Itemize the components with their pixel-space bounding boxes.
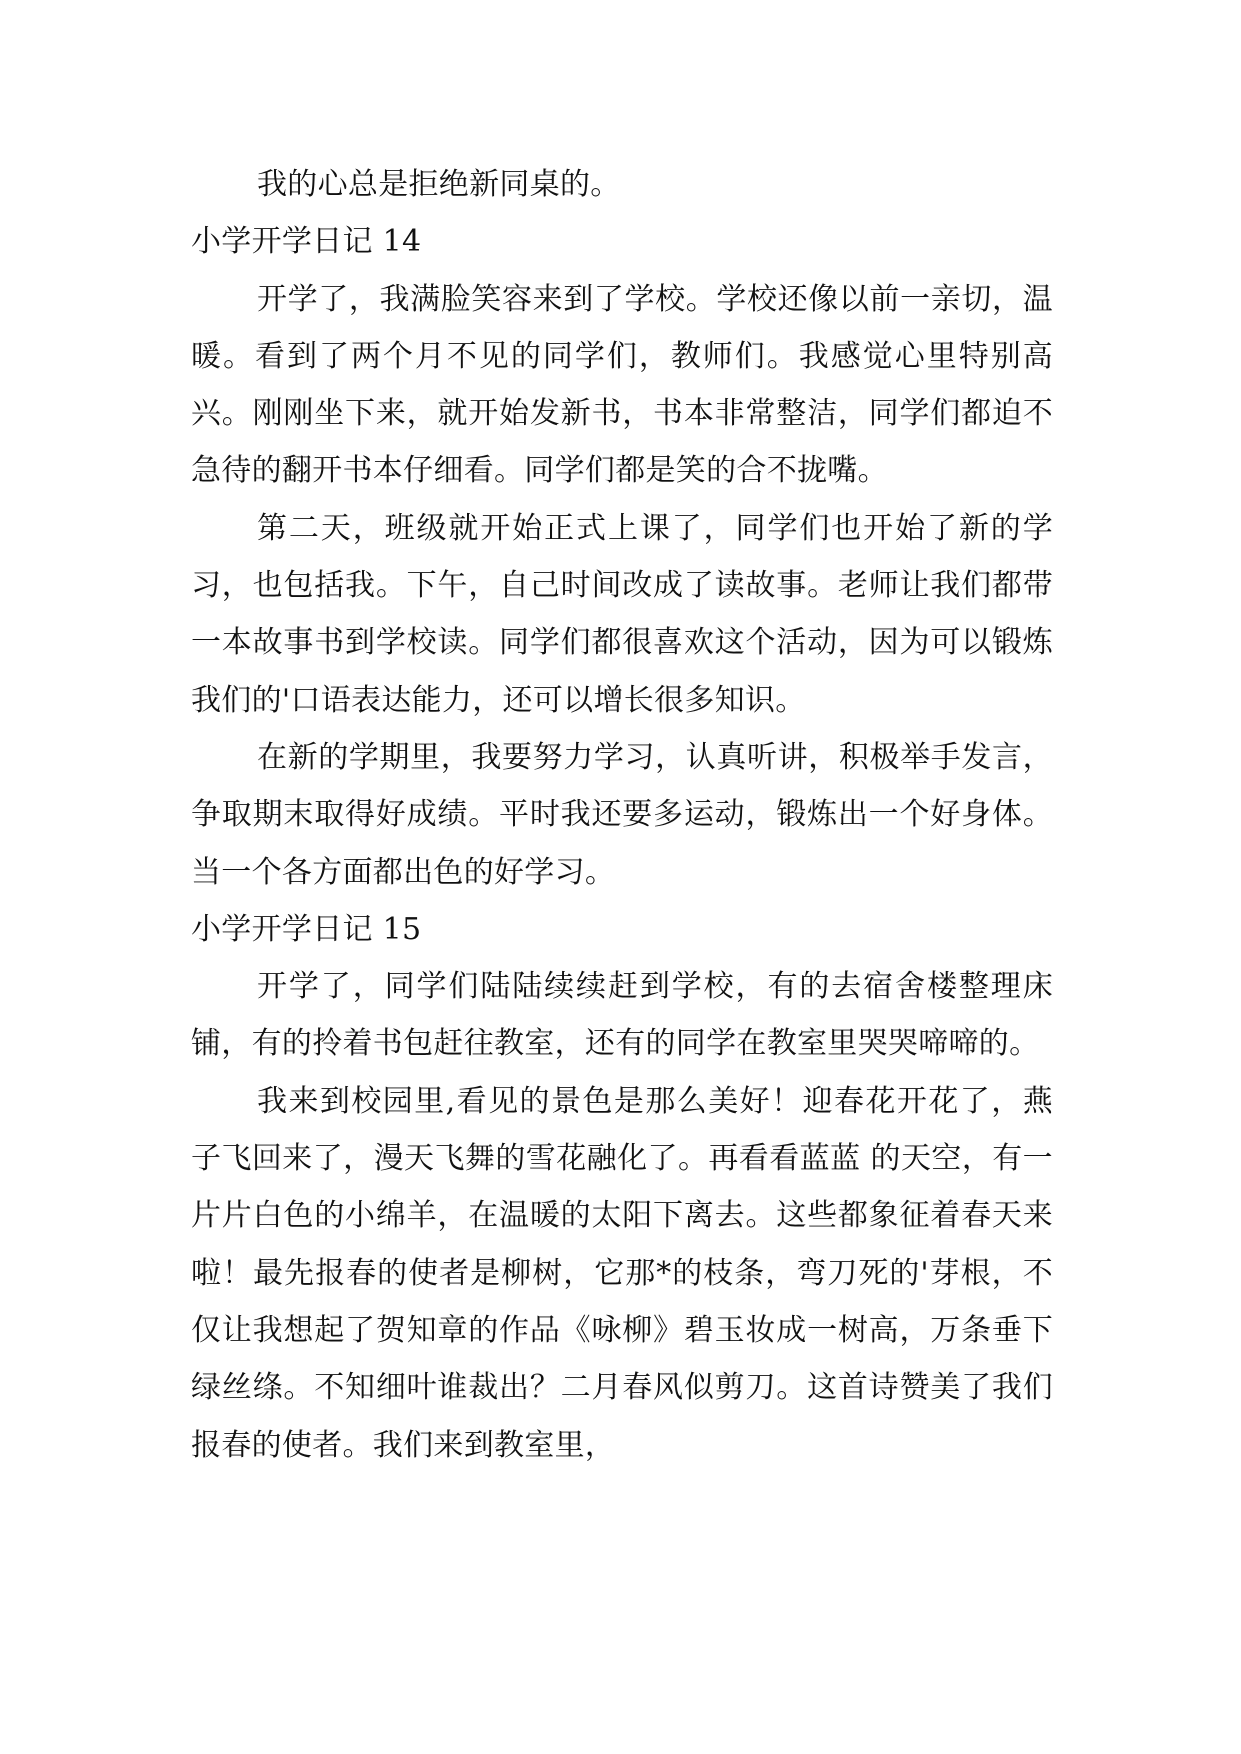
paragraph-14-2: 第二天，班级就开始正式上课了，同学们也开始了新的学习，也包括我。下午，自己时间改成了读故事。老师让我们都带一本故事书到学校读。同学们都很喜欢这个活动，因为可以锻炼我们的'口语表达能力，还可以增长很多知识。	[191, 510, 1053, 718]
paragraph-14-3: 在新的学期里，我要努力学习，认真听讲，积极举手发言，争取期末取得好成绩。平时我还要多运动，锻炼出一个好身体。当一个各方面都出色的好学习。	[191, 739, 1053, 890]
document-page	[191, 156, 1053, 1474]
diary-heading-15: 小学开学日记 15	[191, 911, 422, 947]
diary-heading-14: 小学开学日记 14	[191, 224, 422, 260]
paragraph-15-1: 开学了，同学们陆陆续续赶到学校，有的去宿舍楼整理床铺，有的拎着书包赶往教室，还有的同学在教室里哭哭啼啼的。	[191, 969, 1053, 1062]
paragraph-15-2: 我来到校园里,看见的景色是那么美好！迎春花开花了，燕子飞回来了，漫天飞舞的雪花融化了。再看看蓝蓝 的天空，有一片片白色的小绵羊，在温暖的太阳下离去。这些都象征着春天来啦！最先报春的使者是柳树，它那*的枝条，弯刀死的'芽根，不仅让我想起了贺知章的作品《咏柳》碧玉妆成一树高，万条垂下绿丝绦。不知细叶谁裁出？二月春风似剪刀。这首诗赞美了我们报春的使者。我们来到教室里，	[191, 1083, 1053, 1463]
paragraph-intro: 我的心总是拒绝新同桌的。	[257, 167, 621, 202]
paragraph-14-1: 开学了，我满脸笑容来到了学校。学校还像以前一亲切，温暖。看到了两个月不见的同学们，教师们。我感觉心里特别高兴。刚刚坐下来，就开始发新书，书本非常整洁，同学们都迫不急待的翻开书本仔细看。同学们都是笑的合不拢嘴。	[191, 281, 1053, 489]
